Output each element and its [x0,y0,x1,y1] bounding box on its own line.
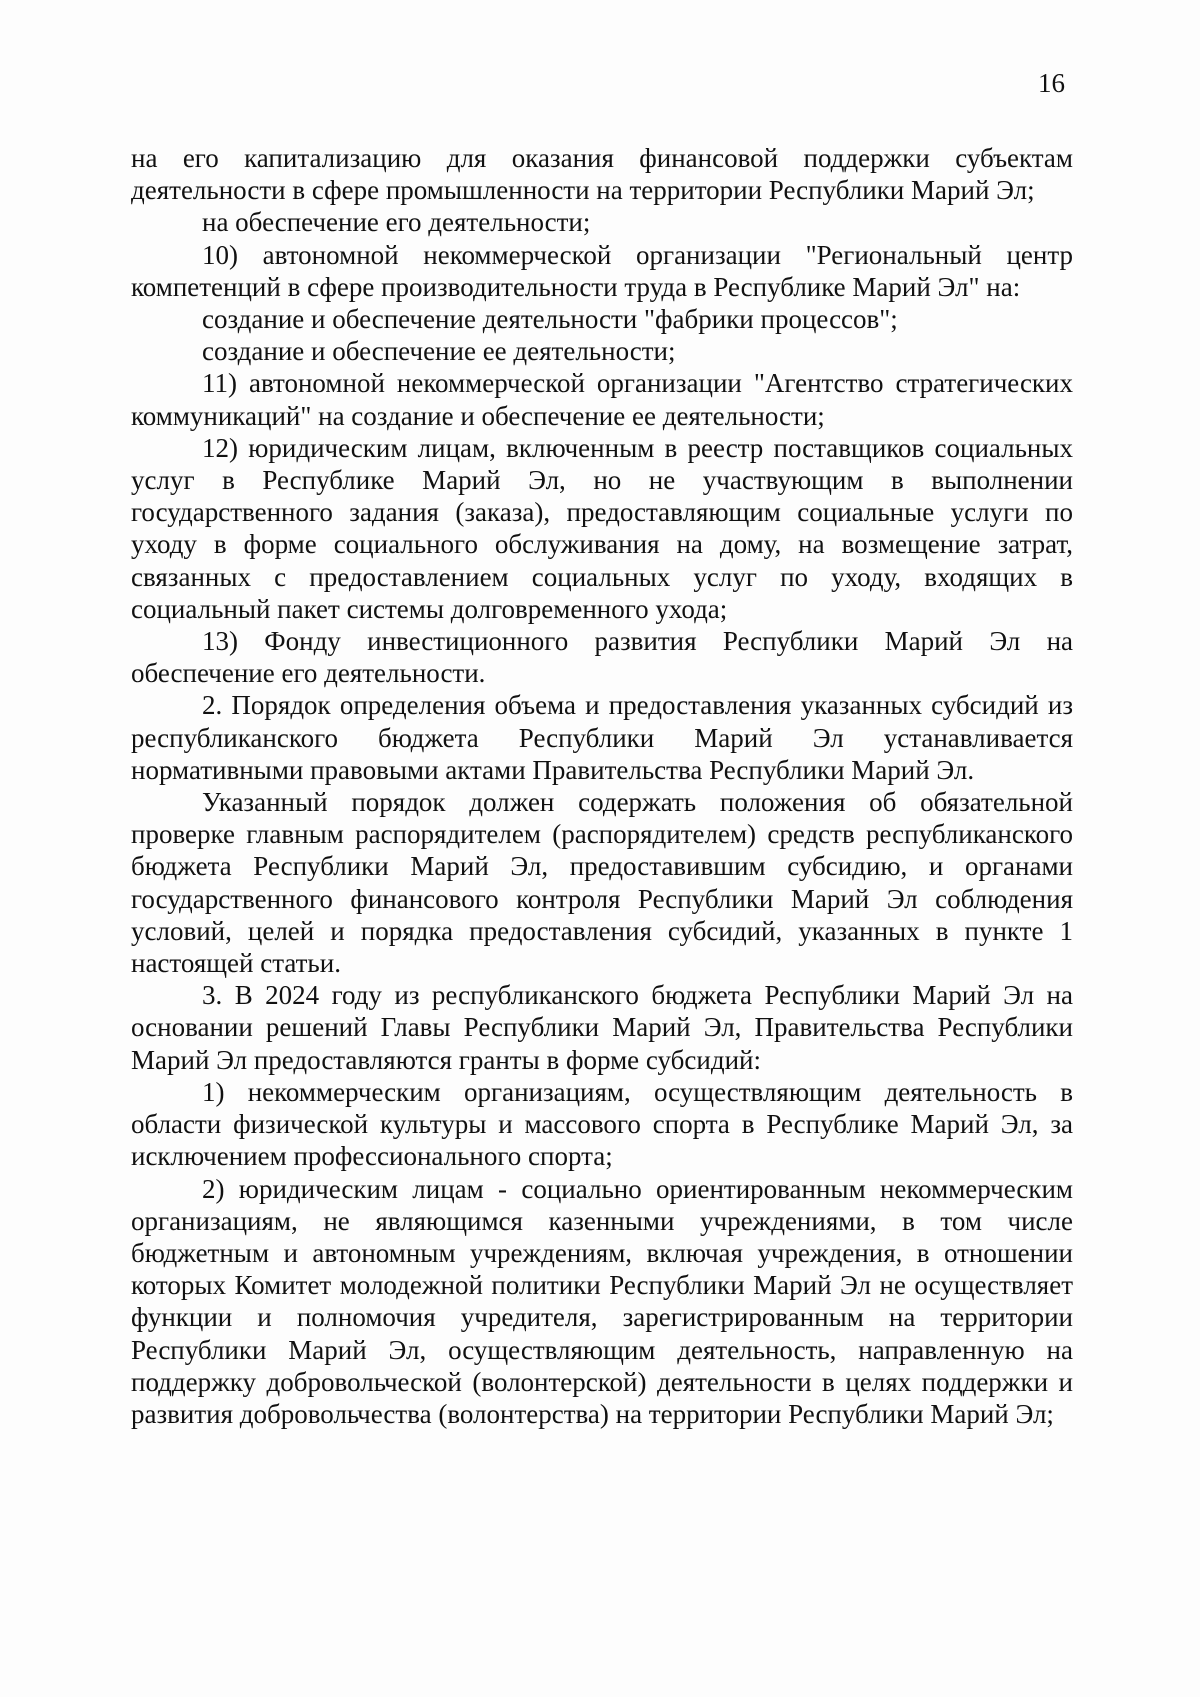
list-item-11: 11) автономной некоммерческой организации "Агентство стратегических коммуникаций" на создание и обеспечение ее деятельности; [131,368,1073,431]
paragraph-continuation: на его капитализацию для оказания финансовой поддержки субъектам деятельности в сфере промышленности на территории Республики Марий Эл; [131,143,1073,206]
page-number: 16 [1038,68,1065,98]
paragraph: создание и обеспечение ее деятельности; [202,336,676,367]
section-3-paragraph: 3. В 2024 году из республиканского бюджета Республики Марий Эл на основании решений Главы Республики Марий Эл, Правительства Республики Марий Эл предоставляются гранты в форме субсидий: [131,980,1073,1075]
list-item-2: 2) юридическим лицам - социально ориентированным некоммерческим организациям, не являющимся казенными учреждениями, в том числе бюджетным и автономным учреждениям, включая учреждения, в отношении которых Комитет молодежной политики Республики Марий Эл не осуществляет функции и полномочия учредителя, зарегистрированным на территории Республики Марий Эл, осуществляющим деятельность, направленную на поддержку добровольческой (волонтерской) деятельности в целях поддержки и развития добровольчества (волонтерства) на территории Республики Марий Эл; [131,1173,1073,1429]
list-item-13: 13) Фонду инвестиционного развития Республики Марий Эл на обеспечение его деятельности. [131,626,1073,689]
list-item-12: 12) юридическим лицам, включенным в реестр поставщиков социальных услуг в Республике Марий Эл, но не участвующим в выполнении государственного задания (заказа), предоставляющим социальные услуги по уходу в форме социального обслуживания на дому, на возмещение затрат, связанных с предоставлением социальных услуг по уходу, входящих в социальный пакет системы долговременного ухода; [131,432,1073,624]
paragraph: на обеспечение его деятельности; [202,207,591,238]
paragraph: создание и обеспечение деятельности "фабрики процессов"; [202,304,898,335]
document-body [131,142,1073,1430]
list-item-10: 10) автономной некоммерческой организации "Региональный центр компетенций в сфере производительности труда в Республике Марий Эл" на: [131,239,1073,302]
paragraph: Указанный порядок должен содержать положения об обязательной проверке главным распорядителем (распорядителем) средств республиканского бюджета Республики Марий Эл, предоставившим субсидию, и органами государственного финансового контроля Республики Марий Эл соблюдения условий, целей и порядка предоставления субсидий, указанных в пункте 1 настоящей статьи. [131,787,1073,979]
section-2-paragraph: 2. Порядок определения объема и предоставления указанных субсидий из республиканского бюджета Республики Марий Эл устанавливается нормативными правовыми актами Правительства Республики Марий Эл. [131,690,1073,785]
list-item-1: 1) некоммерческим организациям, осуществляющим деятельность в области физической культуры и массового спорта в Республике Марий Эл, за исключением профессионального спорта; [131,1076,1073,1172]
